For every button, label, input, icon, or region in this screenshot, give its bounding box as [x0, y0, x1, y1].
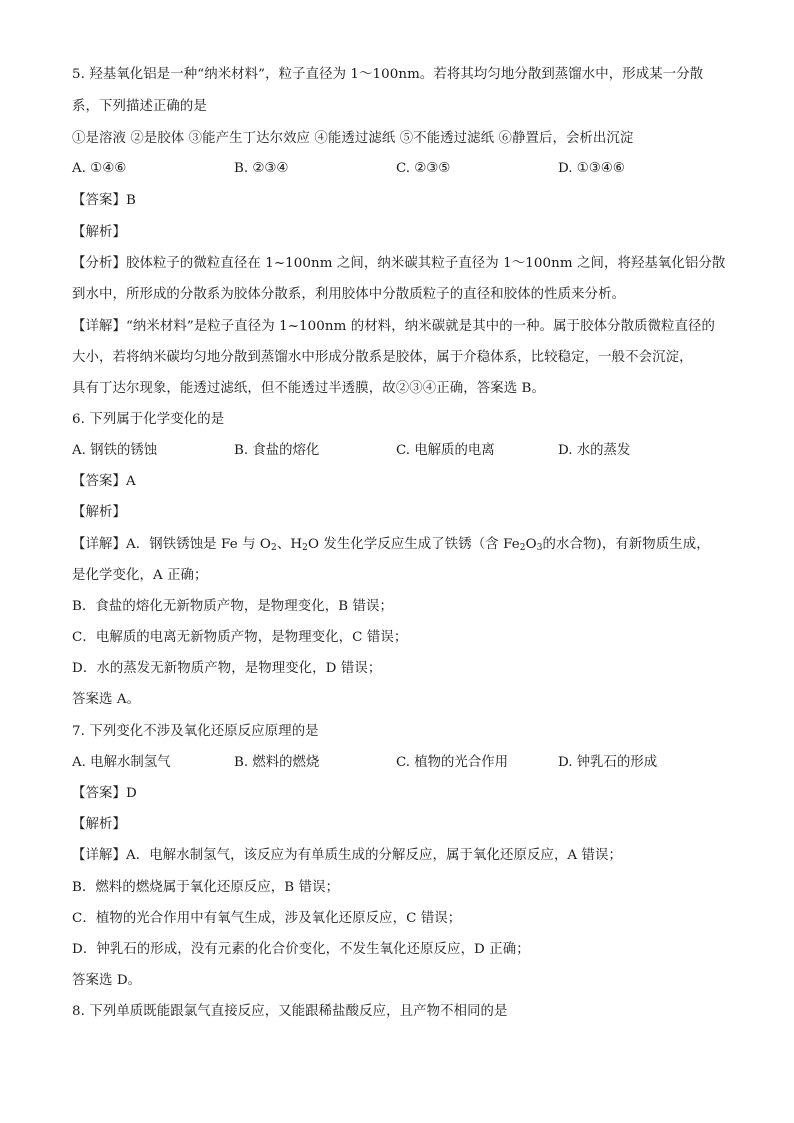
q5-option-c: C. ②③⑤ [396, 161, 451, 176]
q6-option-c: C. 电解质的电离 [396, 443, 495, 458]
q5-answer: 【答案】B [72, 193, 136, 208]
q7-line-b: B．燃料的燃烧属于氧化还原反应，B 错误； [72, 880, 340, 895]
q5-xiangjie-line1: 【详解】“纳米材料”是粒子直径为 1~100nm 的材料，纳米碳就是其中的一种。属于胶体分散质微粒直径的 [72, 319, 716, 334]
subscript: 3 [536, 543, 543, 553]
q6-xiangjie-a-mid: 、H [276, 537, 303, 552]
q7-option-b: B. 燃料的燃烧 [234, 755, 320, 770]
q6-xiangjie-a-post: 的水合物)，有新物质生成， [542, 537, 710, 552]
q5-analysis-title: 【解析】 [72, 225, 126, 240]
q6-line-d: D．水的蒸发无新物质产物，是物理变化，D 错误； [72, 661, 382, 676]
q6-line-b: B．食盐的熔化无新物质产物，是物理变化，B 错误； [72, 599, 394, 614]
q7-analysis-title: 【解析】 [72, 817, 126, 832]
q5-statements: ①是溶液 ②是胶体 ③能产生丁达尔效应 ④能透过滤纸 ⑤不能透过滤纸 ⑥静置后，会析出沉淀 [72, 131, 634, 146]
q5-option-b: B. ②③④ [234, 161, 289, 176]
q5-xiangjie-line3: 具有丁达尔现象，能透过滤纸，但不能透过半透膜，故②③④正确，答案选 B。 [72, 381, 545, 396]
q6-xiangjie-a-pre: 【详解】A．钢铁锈蚀是 Fe 与 O [72, 537, 271, 552]
q6-xiangjie-a-mid3: O [525, 537, 537, 552]
q5-stem-line1: 5. 羟基氧化铝是一种“纳米材料”，粒子直径为 1～100nm。若将其均匀地分散到蒸馏水中，形成某一分散 [72, 67, 704, 82]
q7-line-d: D．钟乳石的形成，没有元素的化合价变化，不发生氧化还原反应，D 正确； [72, 942, 530, 957]
q6-option-d: D. 水的蒸发 [558, 443, 631, 458]
subscript: 2 [519, 543, 526, 553]
q8-stem: 8. 下列单质既能跟氯气直接反应，又能跟稀盐酸反应，且产物不相同的是 [72, 1004, 508, 1019]
q6-xiangjie-a-mid2: O 发生化学反应生成了铁锈（含 Fe [307, 537, 520, 552]
subscript: 2 [271, 543, 277, 553]
q6-xiangjie-line1 [72, 536, 732, 554]
q6-answer: 【答案】A [72, 474, 136, 489]
q6-conclusion: 答案选 A。 [72, 692, 141, 707]
q6-line-c: C．电解质的电离无新物质产物，是物理变化，C 错误； [72, 630, 408, 645]
q7-option-d: D. 钟乳石的形成 [558, 755, 658, 770]
q5-fenxi-line1: 【分析】胶体粒子的微粒直径在 1~100nm 之间，纳米碳其粒子直径为 1～100nm 之间，将羟基氧化铝分散 [72, 256, 726, 271]
q6-option-b: B. 食盐的熔化 [234, 443, 320, 458]
subscript: 2 [302, 543, 308, 553]
q7-conclusion: 答案选 D。 [72, 973, 142, 988]
q7-stem: 7. 下列变化不涉及氧化还原反应原理的是 [72, 724, 319, 739]
q5-fenxi-line2: 到水中，所形成的分散系为胶体分散系，利用胶体中分散质粒子的直径和胶体的性质来分析。 [72, 287, 626, 302]
q6-option-a: A. 钢铁的锈蚀 [72, 443, 158, 458]
q7-line-c: C．植物的光合作用中有氧气生成，涉及氧化还原反应，C 错误； [72, 911, 462, 926]
q7-line-a: 【详解】A．电解水制氢气，该反应为有单质生成的分解反应，属于氧化还原反应，A 错误； [72, 848, 623, 863]
q5-option-d: D. ①③④⑥ [558, 161, 625, 176]
q7-option-c: C. 植物的光合作用 [396, 755, 509, 770]
q5-option-a: A. ①④⑥ [72, 161, 127, 176]
q6-stem: 6. 下列属于化学变化的是 [72, 412, 225, 427]
q7-option-a: A. 电解水制氢气 [72, 755, 171, 770]
q5-xiangjie-line2: 大小，若将纳米碳均匀地分散到蒸馏水中形成分散系是胶体，属于介稳体系，比较稳定，一般不会沉淀， [72, 350, 693, 365]
q6-xiangjie-line2: 是化学变化，A 正确； [72, 568, 208, 583]
q6-analysis-title: 【解析】 [72, 505, 126, 520]
q5-stem-line2: 系，下列描述正确的是 [72, 99, 207, 114]
q7-answer: 【答案】D [72, 786, 137, 801]
